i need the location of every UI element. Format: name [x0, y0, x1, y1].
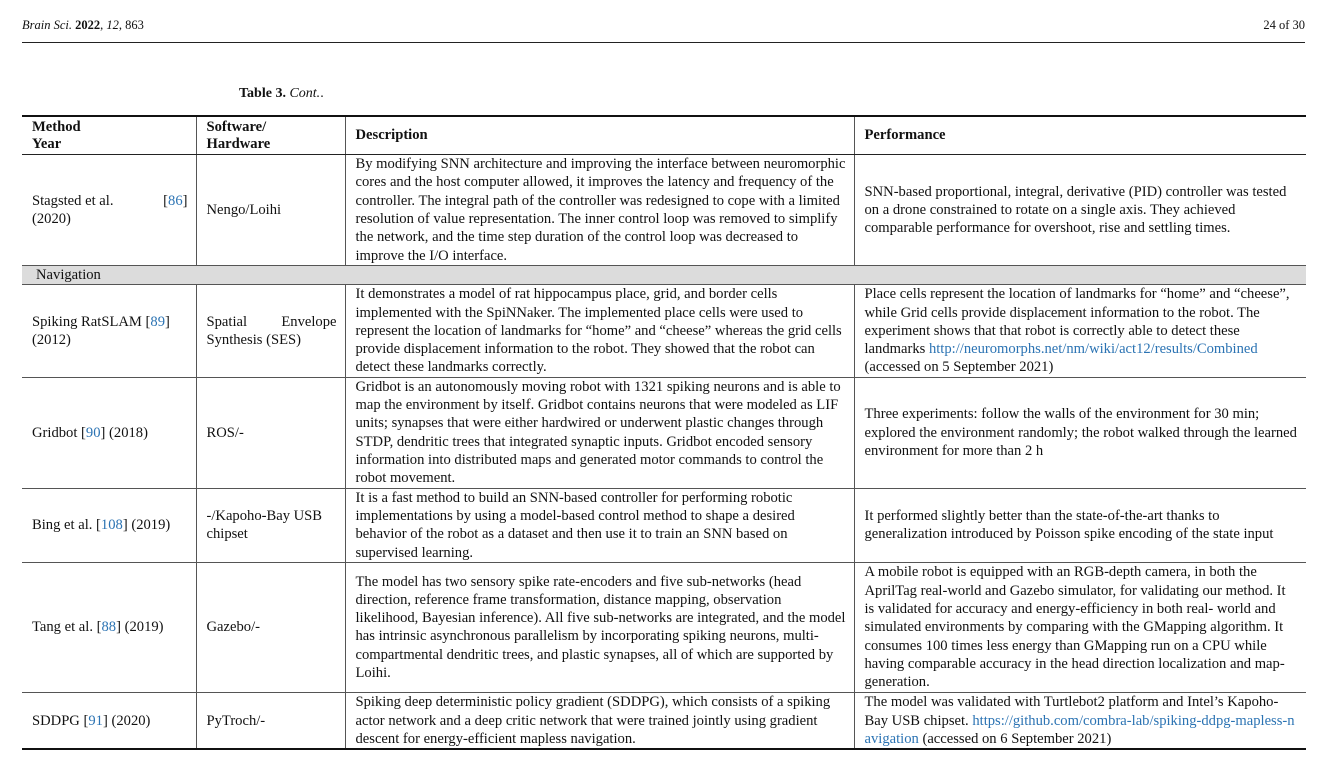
method-cell: Tang et al. [88] (2019): [22, 562, 196, 692]
column-header-method: Method Year: [22, 116, 196, 155]
software-cell: -/Kapoho-Bay USB chipset: [196, 488, 345, 562]
description-cell: By modifying SNN architecture and improving the interface between neuromorphic cores and the host computer allowed, it improves the latency and frequency of the controller. The integral path of the controller was redesigned to cope with a limited resolution of value representation. The inner control loop was removed to simplify the network, and the time step duration of the control loop was decreased to improve the I/O interface.: [345, 155, 854, 266]
description-cell: Gridbot is an autonomously moving robot with 1321 spiking neurons and is able to map the environment by itself. Gridbot contains neurons that were modeled as LIF units; synapses that were either hardwired or underwent plastic changes through STDP, dendritic trees that integrated synaptic inputs. Gridbot encoded sensory information into distributed maps and generated motor commands to control the robot movement.: [345, 377, 854, 488]
methods-table: [22, 115, 1306, 750]
page-header: [22, 18, 1305, 33]
journal-year: 2022: [75, 18, 101, 32]
column-header-performance: Performance: [854, 116, 1306, 155]
citation-link[interactable]: 91: [88, 712, 103, 729]
citation-link[interactable]: 90: [85, 424, 101, 441]
table-row: [22, 155, 1306, 266]
method-cell: Stagsted et al. [86] (2020): [22, 155, 196, 266]
journal-name: Brain Sci.: [22, 18, 72, 32]
table-row: [22, 285, 1306, 377]
section-label: Navigation: [22, 266, 1306, 285]
section-row-navigation: [22, 266, 1306, 285]
performance-cell: It performed slightly better than the state-of-the-art thanks to generalization introduced by Poisson spike encoding of the state input: [854, 488, 1306, 562]
performance-cell: Place cells represent the location of landmarks for “home” and “cheese”, while Grid cells provide displacement information to the robot. The experiment shows that that robot is correctly able to detect these landmarks http://neuromorphs.net/nm/wiki/act12/results/Combined (accessed on 5 September 2021): [854, 285, 1306, 377]
software-cell: ROS/-: [196, 377, 345, 488]
description-cell: Spiking deep deterministic policy gradient (SDDPG), which consists of a spiking actor network and a deep critic network that were trained jointly using gradient descent for energy-efficient mapless navigation.: [345, 692, 854, 749]
software-cell: Spatial Envelope Synthesis (SES): [196, 285, 345, 377]
column-header-software: Software/ Hardware: [196, 116, 345, 155]
software-cell: Gazebo/-: [196, 562, 345, 692]
description-cell: It demonstrates a model of rat hippocampus place, grid, and border cells implemented with the SpiNNaker. The implemented place cells were used to represent the location of landmarks for “home” and “cheese” whereas the grid cells provide displacement information to the robot. They showed that the robot can detect these landmarks correctly.: [345, 285, 854, 377]
performance-cell: The model was validated with Turtlebot2 platform and Intel’s Kapoho-Bay USB chipset. https://github.com/combra-lab/spiking-ddpg-mapless-navigation (accessed on 6 September 2021): [854, 692, 1306, 749]
citation-link[interactable]: 86: [168, 192, 183, 209]
table-row: [22, 488, 1306, 562]
method-cell: SDDPG [91] (2020): [22, 692, 196, 749]
page-number: 24 of 30: [1263, 18, 1305, 32]
url-link[interactable]: https://github.com/combra-lab/spiking-ddpg-mapless-navigation: [864, 712, 1295, 747]
description-cell: The model has two sensory spike rate-encoders and five sub-networks (head direction, reference frame transformation, distance mapping, observation likelihood, Bayesian inference). All five sub-networks are integrated, and the model has intrinsic asynchronous parallelism by incorporating spiking neurons, multi-compartmental dendritic trees, and plastic synapses, all of which are supported by Loihi.: [345, 562, 854, 692]
software-cell: PyTroch/-: [196, 692, 345, 749]
description-cell: It is a fast method to build an SNN-based controller for performing robotic implementations by using a model-based control method to shape a desired behavior of the robot as a dataset and then use it to train an SNN based on supervised learning.: [345, 488, 854, 562]
column-header-description: Description: [345, 116, 854, 155]
table-row: [22, 692, 1306, 749]
performance-cell: A mobile robot is equipped with an RGB-depth camera, in both the AprilTag real-world and Gazebo simulator, for validating our method. It is validated for accuracy and energy-efficiency in both real- world and simulated environments by comparing with the GMapping algorithm. It consumes 100 times less energy than GMapping run on a CPU while having comparable accuracy in the head direction localization and map-generation.: [854, 562, 1306, 692]
table-row: [22, 377, 1306, 488]
table-row: [22, 562, 1306, 692]
performance-cell: Three experiments: follow the walls of the environment for 30 min; explored the environment randomly; the robot walked through the learned environment for more than 2 h: [854, 377, 1306, 488]
performance-cell: SNN-based proportional, integral, derivative (PID) controller was tested on a drone constrained to rotate on a single axis. They achieved comparable performance for overshoot, rise and settling times.: [854, 155, 1306, 266]
citation-link[interactable]: 89: [150, 313, 165, 330]
table-caption: Table 3. Cont..: [239, 86, 324, 101]
caption-suffix: Cont.: [289, 86, 321, 101]
url-link[interactable]: http://neuromorphs.net/nm/wiki/act12/results/Combined: [928, 341, 1258, 358]
method-cell: Gridbot [90] (2018): [22, 377, 196, 488]
citation-link[interactable]: 108: [100, 517, 123, 534]
software-cell: Nengo/Loihi: [196, 155, 345, 266]
table-header-row: [22, 116, 1306, 155]
article-number: 863: [125, 18, 144, 32]
method-cell: Bing et al. [108] (2019): [22, 488, 196, 562]
header-rule: [22, 42, 1305, 43]
citation-link[interactable]: 88: [101, 619, 117, 636]
journal-citation: Brain Sci. 2022, 12, 863: [22, 18, 144, 32]
journal-volume: 12: [106, 18, 119, 32]
method-cell: Spiking RatSLAM [89] (2012): [22, 285, 196, 377]
caption-label: Table 3.: [239, 86, 286, 101]
